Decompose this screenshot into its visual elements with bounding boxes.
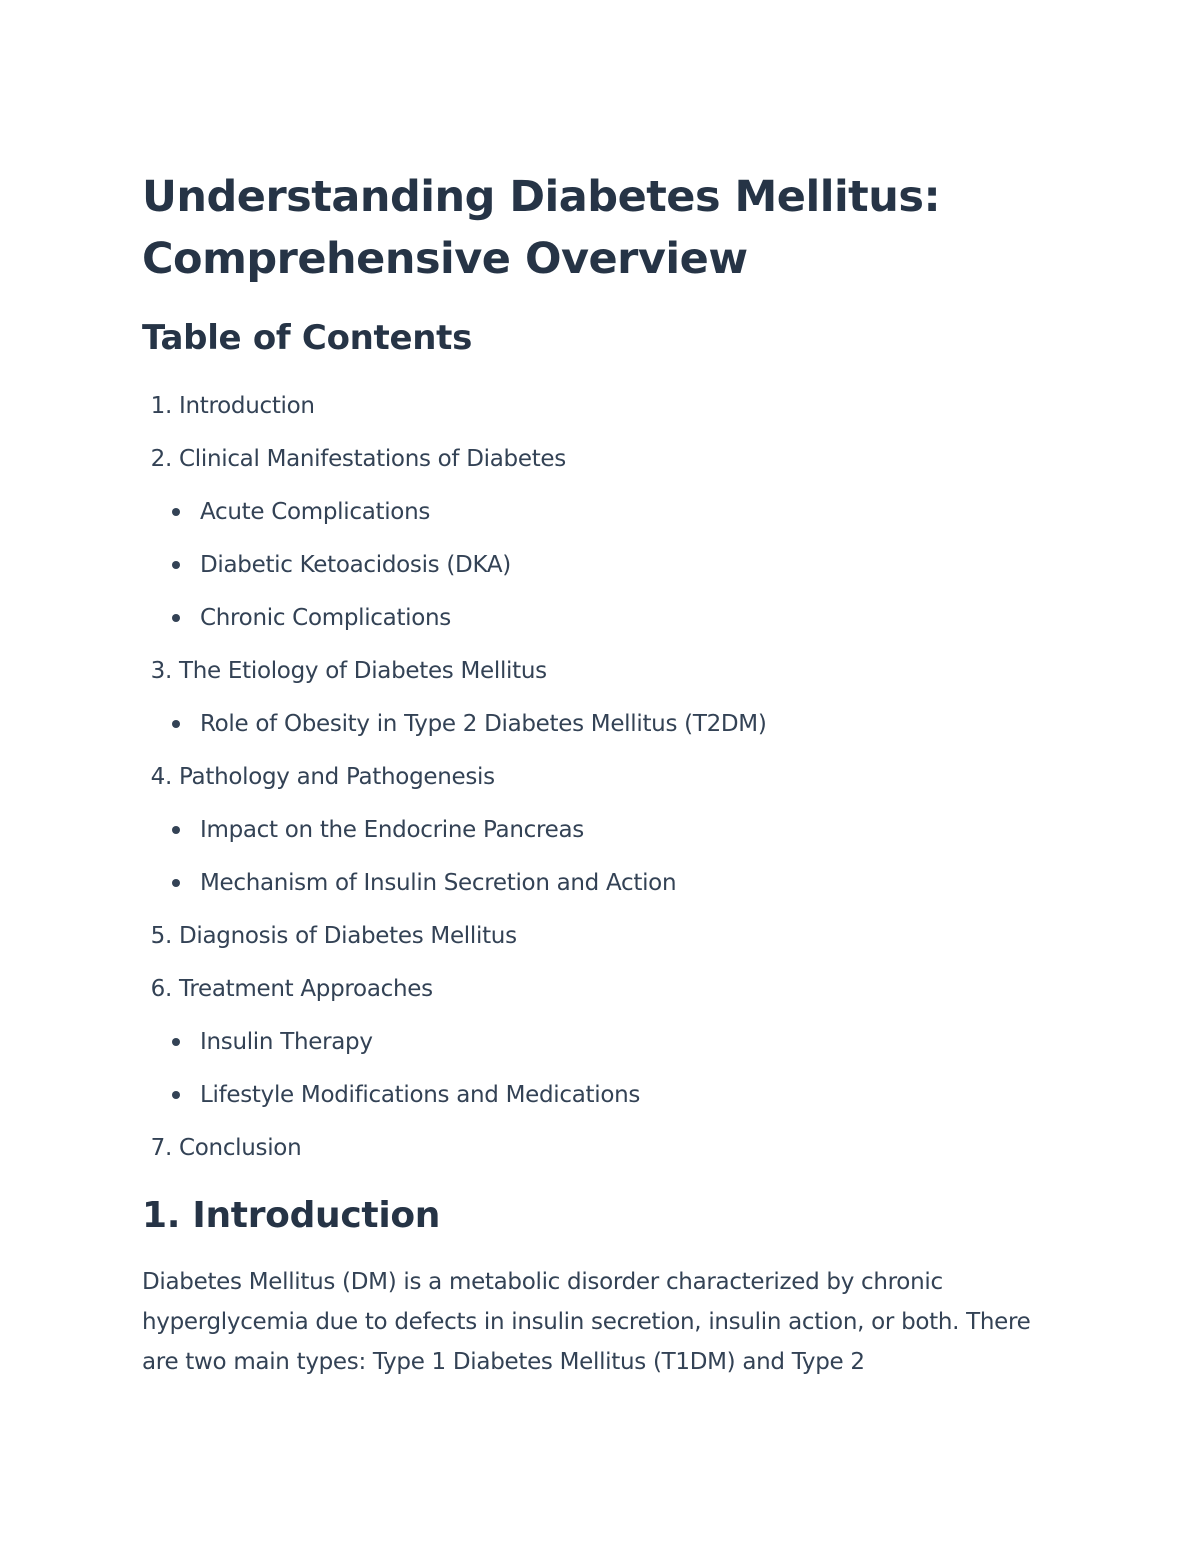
toc-item-number: 5. xyxy=(150,923,172,949)
toc-item-label: Conclusion xyxy=(179,1135,302,1161)
toc-item-number: 1. xyxy=(150,393,172,419)
toc-subitem-label: Insulin Therapy xyxy=(200,1029,373,1055)
toc-item-number: 7. xyxy=(150,1135,172,1161)
toc-subitem[interactable] xyxy=(200,810,584,850)
toc-item-label: Introduction xyxy=(179,393,315,419)
bullet-icon xyxy=(172,879,180,887)
bullet-icon xyxy=(172,614,180,622)
toc-subitem-label: Mechanism of Insulin Secretion and Action xyxy=(200,870,677,896)
toc-subitem-label: Acute Complications xyxy=(200,499,431,525)
toc-item-number: 2. xyxy=(150,446,172,472)
toc-item[interactable] xyxy=(142,916,517,956)
toc-subitem[interactable] xyxy=(200,704,767,744)
bullet-icon xyxy=(172,508,180,516)
toc-item-number: 6. xyxy=(150,976,172,1002)
toc-item[interactable] xyxy=(142,757,495,797)
bullet-icon xyxy=(172,1091,180,1099)
toc-item-label: Pathology and Pathogenesis xyxy=(179,764,495,790)
bullet-icon xyxy=(172,1038,180,1046)
toc-subitem-label: Role of Obesity in Type 2 Diabetes Mellitus (T2DM) xyxy=(200,711,767,737)
toc-item[interactable] xyxy=(142,386,315,426)
toc-item[interactable] xyxy=(142,1128,301,1168)
toc-subitem[interactable] xyxy=(200,863,676,903)
toc-item[interactable] xyxy=(142,439,566,479)
toc-subitem[interactable] xyxy=(200,1075,640,1115)
bullet-icon xyxy=(172,720,180,728)
toc-subitem-label: Lifestyle Modifications and Medications xyxy=(200,1082,641,1108)
intro-paragraph: Diabetes Mellitus (DM) is a metabolic disorder characterized by chronic hyperglycemia due to defects in insulin secretion, insulin action, or both. There are two main types: Type 1 Diabetes Mellitus (T1DM) and Type 2 xyxy=(142,1269,1031,1375)
toc-item-label: Treatment Approaches xyxy=(179,976,433,1002)
toc-item[interactable] xyxy=(142,651,547,691)
toc-item-number: 3. xyxy=(150,658,172,684)
toc-item-label: The Etiology of Diabetes Mellitus xyxy=(179,658,547,684)
toc-item-label: Diagnosis of Diabetes Mellitus xyxy=(179,923,517,949)
section-heading: 1. Introduction xyxy=(142,1195,441,1236)
toc-subitem-label: Impact on the Endocrine Pancreas xyxy=(200,817,584,843)
toc-subitem[interactable] xyxy=(200,492,430,532)
toc-subitem-label: Diabetic Ketoacidosis (DKA) xyxy=(200,552,511,578)
document-title: Understanding Diabetes Mellitus: Comprehensive Overview xyxy=(142,172,941,284)
bullet-icon xyxy=(172,826,180,834)
bullet-icon xyxy=(172,561,180,569)
toc-item-label: Clinical Manifestations of Diabetes xyxy=(179,446,566,472)
toc-item-number: 4. xyxy=(150,764,172,790)
toc-subitem-label: Chronic Complications xyxy=(200,605,451,631)
toc-item[interactable] xyxy=(142,969,433,1009)
toc-subitem[interactable] xyxy=(200,545,511,585)
toc-subitem[interactable] xyxy=(200,598,451,638)
toc-subitem[interactable] xyxy=(200,1022,373,1062)
toc-heading: Table of Contents xyxy=(142,318,473,358)
